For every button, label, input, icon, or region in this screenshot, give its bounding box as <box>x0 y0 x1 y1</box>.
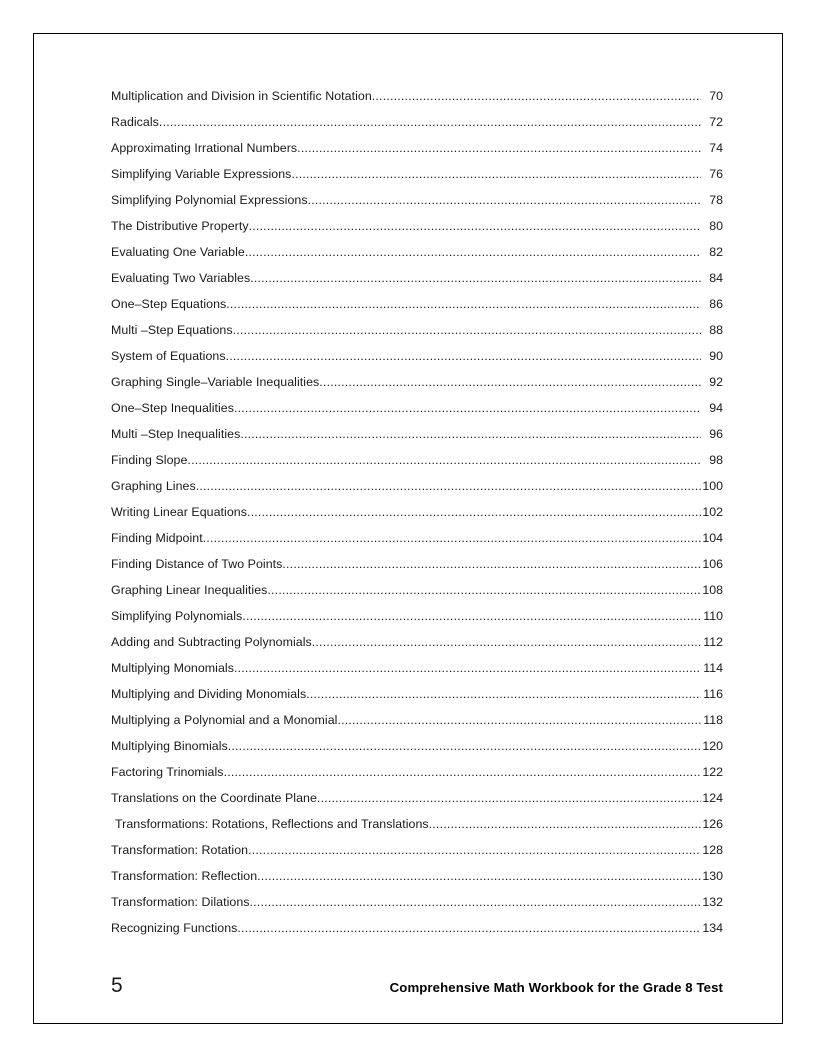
toc-entry-title: Evaluating Two Variables <box>111 271 251 285</box>
toc-entry[interactable] <box>111 505 723 531</box>
toc-dot-leader <box>242 610 701 622</box>
toc-entry[interactable] <box>111 869 723 895</box>
toc-entry[interactable] <box>111 453 723 479</box>
toc-dot-leader <box>240 428 701 440</box>
toc-entry-page-number: 134 <box>702 921 723 935</box>
toc-dot-leader <box>226 350 701 362</box>
toc-entry-page-number: 106 <box>702 557 723 571</box>
toc-entry[interactable] <box>111 583 723 609</box>
toc-entry[interactable] <box>111 921 723 947</box>
toc-entry-page-number: 104 <box>702 531 723 545</box>
toc-entry-title: Simplifying Polynomials <box>111 609 243 623</box>
toc-dot-leader <box>319 376 701 388</box>
toc-dot-leader <box>337 714 701 726</box>
toc-entry[interactable] <box>111 817 723 843</box>
toc-entry[interactable] <box>111 687 723 713</box>
toc-entry-title: One–Step Equations <box>111 297 227 311</box>
toc-entry[interactable] <box>111 843 723 869</box>
toc-dot-leader <box>249 220 701 232</box>
toc-entry-page-number: 108 <box>702 583 723 597</box>
toc-dot-leader <box>234 662 701 674</box>
page-sheet <box>33 33 783 1024</box>
toc-entry-title: Multi –Step Equations <box>111 323 233 337</box>
toc-dot-leader <box>228 740 701 752</box>
toc-entry[interactable] <box>111 401 723 427</box>
toc-dot-leader <box>187 454 701 466</box>
toc-entry[interactable] <box>111 141 723 167</box>
toc-entry-page-number: 124 <box>702 791 723 805</box>
toc-entry[interactable] <box>111 661 723 687</box>
toc-entry-title: Simplifying Polynomial Expressions <box>111 193 308 207</box>
toc-entry[interactable] <box>111 89 723 115</box>
toc-entry-title: Transformation: Rotation <box>111 843 249 857</box>
toc-entry-page-number: 122 <box>702 765 723 779</box>
toc-dot-leader <box>247 506 701 518</box>
toc-entry[interactable] <box>111 557 723 583</box>
toc-entry[interactable] <box>111 349 723 375</box>
toc-entry-page-number: 92 <box>709 375 723 389</box>
toc-entry-page-number: 110 <box>703 609 723 623</box>
toc-entry[interactable] <box>111 765 723 791</box>
toc-entry-title: Writing Linear Equations <box>111 505 247 519</box>
toc-entry-page-number: 84 <box>709 271 723 285</box>
toc-dot-leader <box>245 246 701 258</box>
toc-entry[interactable] <box>111 895 723 921</box>
toc-dot-leader <box>317 792 701 804</box>
footer-page-number: 5 <box>111 974 123 997</box>
toc-entry-title: Translations on the Coordinate Plane <box>111 791 317 805</box>
toc-dot-leader <box>282 558 701 570</box>
toc-dot-leader <box>250 896 701 908</box>
toc-entry-page-number: 102 <box>702 505 723 519</box>
toc-entry[interactable] <box>111 219 723 245</box>
toc-dot-leader <box>237 922 701 934</box>
toc-entry-page-number: 112 <box>703 635 723 649</box>
toc-entry[interactable] <box>111 245 723 271</box>
toc-entry[interactable] <box>111 791 723 817</box>
table-of-contents-list <box>111 89 723 947</box>
toc-entry-title: Recognizing Functions <box>111 921 238 935</box>
toc-entry[interactable] <box>111 609 723 635</box>
toc-entry-page-number: 114 <box>703 661 723 675</box>
toc-entry-title: Graphing Linear Inequalities <box>111 583 268 597</box>
toc-entry[interactable] <box>111 167 723 193</box>
toc-dot-leader <box>250 272 701 284</box>
toc-entry-title: The Distributive Property <box>111 219 249 233</box>
toc-entry-title: Graphing Single–Variable Inequalities <box>111 375 320 389</box>
toc-dot-leader <box>226 298 701 310</box>
toc-entry[interactable] <box>111 375 723 401</box>
toc-entry[interactable] <box>111 297 723 323</box>
toc-entry[interactable] <box>111 739 723 765</box>
toc-entry-title: Multiplying and Dividing Monomials <box>111 687 307 701</box>
toc-entry-page-number: 130 <box>702 869 723 883</box>
toc-dot-leader <box>297 142 701 154</box>
toc-entry-page-number: 98 <box>709 453 723 467</box>
toc-entry[interactable] <box>111 635 723 661</box>
toc-dot-leader <box>233 324 701 336</box>
toc-entry-page-number: 76 <box>709 167 723 181</box>
toc-entry-page-number: 96 <box>709 427 723 441</box>
toc-entry-page-number: 118 <box>703 713 723 727</box>
page-footer <box>111 974 723 998</box>
toc-entry-title: Multiplying a Polynomial and a Monomial <box>111 713 338 727</box>
toc-entry-page-number: 90 <box>709 349 723 363</box>
toc-entry-title: Multiplying Binomials <box>111 739 228 753</box>
toc-entry-page-number: 126 <box>702 817 723 831</box>
toc-dot-leader <box>267 584 701 596</box>
toc-dot-leader <box>234 402 701 414</box>
toc-entry-page-number: 86 <box>709 297 723 311</box>
toc-entry-page-number: 132 <box>702 895 723 909</box>
toc-entry-page-number: 120 <box>702 739 723 753</box>
footer-book-title: Comprehensive Math Workbook for the Grade 8 Test <box>389 980 723 995</box>
toc-entry-title: Finding Midpoint <box>111 531 203 545</box>
toc-entry[interactable] <box>111 193 723 219</box>
toc-entry-title: Multiplying Monomials <box>111 661 234 675</box>
toc-entry-title: Adding and Subtracting Polynomials <box>111 635 312 649</box>
toc-entry-page-number: 78 <box>709 193 723 207</box>
toc-entry-title: System of Equations <box>111 349 226 363</box>
toc-entry-title: Transformation: Dilations <box>111 895 250 909</box>
toc-entry-page-number: 88 <box>709 323 723 337</box>
toc-entry-title: Approximating Irrational Numbers <box>111 141 298 155</box>
toc-entry-title: Multi –Step Inequalities <box>111 427 241 441</box>
toc-entry-title: Transformation: Reflection <box>111 869 258 883</box>
toc-entry-page-number: 80 <box>709 219 723 233</box>
toc-entry-title: One–Step Inequalities <box>111 401 234 415</box>
toc-entry-page-number: 74 <box>709 141 723 155</box>
toc-entry-page-number: 94 <box>709 401 723 415</box>
toc-dot-leader <box>429 818 701 830</box>
toc-entry-page-number: 128 <box>702 843 723 857</box>
toc-entry-title: Transformations: Rotations, Reflections and Translations <box>115 817 429 831</box>
toc-entry-title: Simplifying Variable Expressions <box>111 167 292 181</box>
toc-dot-leader <box>224 766 701 778</box>
toc-entry-title: Factoring Trinomials <box>111 765 224 779</box>
toc-entry-title: Finding Distance of Two Points <box>111 557 283 571</box>
toc-entry[interactable] <box>111 271 723 297</box>
toc-entry-title: Finding Slope <box>111 453 188 467</box>
toc-entry[interactable] <box>111 323 723 349</box>
toc-dot-leader <box>312 636 701 648</box>
toc-dot-leader <box>159 116 701 128</box>
toc-entry-title: Evaluating One Variable <box>111 245 245 259</box>
toc-dot-leader <box>257 870 701 882</box>
toc-entry-page-number: 72 <box>709 115 723 129</box>
toc-entry[interactable] <box>111 713 723 739</box>
toc-entry[interactable] <box>111 427 723 453</box>
toc-entry[interactable] <box>111 115 723 141</box>
toc-entry-title: Multiplication and Division in Scientific Notation <box>111 89 372 103</box>
toc-dot-leader <box>308 194 701 206</box>
toc-entry-page-number: 82 <box>709 245 723 259</box>
toc-dot-leader <box>306 688 701 700</box>
toc-entry-page-number: 116 <box>703 687 723 701</box>
toc-dot-leader <box>196 480 701 492</box>
toc-dot-leader <box>248 844 701 856</box>
toc-entry-title: Graphing Lines <box>111 479 196 493</box>
toc-entry-page-number: 100 <box>702 479 723 493</box>
toc-entry[interactable] <box>111 531 723 557</box>
toc-entry-title: Radicals <box>111 115 159 129</box>
toc-entry-page-number: 70 <box>709 89 723 103</box>
toc-dot-leader <box>372 90 701 102</box>
toc-dot-leader <box>203 532 701 544</box>
toc-dot-leader <box>291 168 701 180</box>
toc-entry[interactable] <box>111 479 723 505</box>
